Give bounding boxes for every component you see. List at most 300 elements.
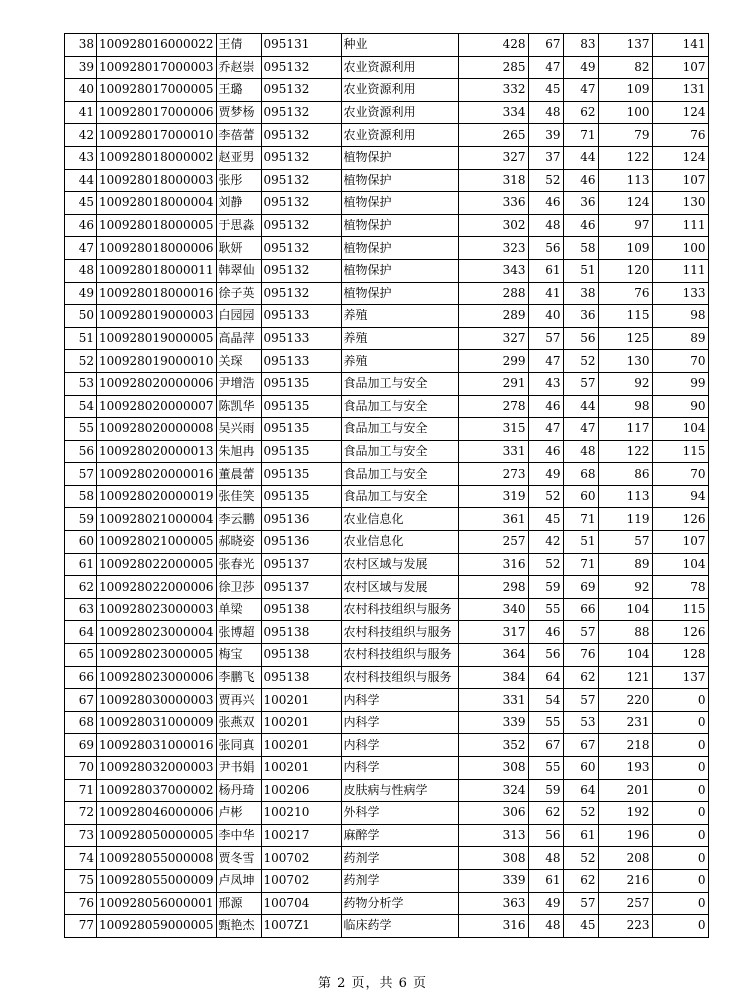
foreign-language-score-cell: 62	[563, 869, 598, 892]
foreign-language-score-cell: 61	[563, 824, 598, 847]
row-number-cell: 54	[65, 395, 97, 418]
table-row	[65, 214, 709, 237]
foreign-language-score-cell: 71	[563, 124, 598, 147]
exam-id-cell: 100928055000008	[97, 847, 217, 870]
politics-score-cell: 64	[528, 666, 563, 689]
politics-score-cell: 45	[528, 508, 563, 531]
subject-1-score-cell: 216	[598, 869, 652, 892]
row-number-cell: 66	[65, 666, 97, 689]
major-code-cell: 095132	[261, 192, 341, 215]
exam-id-cell: 100928018000006	[97, 237, 217, 260]
total-score-cell: 428	[458, 34, 528, 57]
subject-2-score-cell: 115	[652, 598, 708, 621]
row-number-cell: 42	[65, 124, 97, 147]
major-code-cell: 095137	[261, 576, 341, 599]
total-score-cell: 299	[458, 350, 528, 373]
table-row	[65, 327, 709, 350]
major-code-cell: 095135	[261, 463, 341, 486]
politics-score-cell: 47	[528, 418, 563, 441]
major-code-cell: 095132	[261, 169, 341, 192]
major-name-cell: 养殖	[341, 305, 458, 328]
subject-2-score-cell: 107	[652, 169, 708, 192]
politics-score-cell: 46	[528, 440, 563, 463]
subject-1-score-cell: 109	[598, 237, 652, 260]
table-row	[65, 779, 709, 802]
foreign-language-score-cell: 69	[563, 576, 598, 599]
table-row	[65, 869, 709, 892]
foreign-language-score-cell: 83	[563, 34, 598, 57]
student-name-cell: 甄艳杰	[216, 915, 261, 938]
table-row	[65, 124, 709, 147]
subject-2-score-cell: 78	[652, 576, 708, 599]
major-code-cell: 100201	[261, 711, 341, 734]
exam-id-cell: 100928031000016	[97, 734, 217, 757]
row-number-cell: 60	[65, 531, 97, 554]
table-row	[65, 282, 709, 305]
row-number-cell: 41	[65, 101, 97, 124]
major-name-cell: 农业信息化	[341, 508, 458, 531]
total-score-cell: 289	[458, 305, 528, 328]
exam-id-cell: 100928018000002	[97, 146, 217, 169]
table-row	[65, 644, 709, 667]
total-score-cell: 316	[458, 553, 528, 576]
major-code-cell: 100201	[261, 757, 341, 780]
subject-2-score-cell: 90	[652, 395, 708, 418]
foreign-language-score-cell: 57	[563, 372, 598, 395]
table-row	[65, 418, 709, 441]
exam-id-cell: 100928023000004	[97, 621, 217, 644]
politics-score-cell: 55	[528, 757, 563, 780]
foreign-language-score-cell: 38	[563, 282, 598, 305]
row-number-cell: 70	[65, 757, 97, 780]
table-row	[65, 192, 709, 215]
row-number-cell: 74	[65, 847, 97, 870]
major-code-cell: 095133	[261, 305, 341, 328]
student-name-cell: 于思淼	[216, 214, 261, 237]
foreign-language-score-cell: 57	[563, 621, 598, 644]
subject-2-score-cell: 0	[652, 892, 708, 915]
major-name-cell: 植物保护	[341, 282, 458, 305]
subject-1-score-cell: 100	[598, 101, 652, 124]
row-number-cell: 56	[65, 440, 97, 463]
foreign-language-score-cell: 71	[563, 508, 598, 531]
subject-2-score-cell: 0	[652, 824, 708, 847]
foreign-language-score-cell: 57	[563, 689, 598, 712]
total-score-cell: 334	[458, 101, 528, 124]
total-score-cell: 352	[458, 734, 528, 757]
total-score-cell: 339	[458, 711, 528, 734]
exam-id-cell: 100928017000006	[97, 101, 217, 124]
student-name-cell: 刘静	[216, 192, 261, 215]
student-name-cell: 韩翠仙	[216, 259, 261, 282]
politics-score-cell: 59	[528, 779, 563, 802]
row-number-cell: 57	[65, 463, 97, 486]
student-name-cell: 尹书娟	[216, 757, 261, 780]
exam-id-cell: 100928022000006	[97, 576, 217, 599]
total-score-cell: 308	[458, 847, 528, 870]
row-number-cell: 51	[65, 327, 97, 350]
row-number-cell: 52	[65, 350, 97, 373]
total-score-cell: 336	[458, 192, 528, 215]
table-row	[65, 711, 709, 734]
exam-id-cell: 100928020000019	[97, 485, 217, 508]
subject-2-score-cell: 104	[652, 553, 708, 576]
subject-1-score-cell: 192	[598, 802, 652, 825]
major-name-cell: 药剂学	[341, 869, 458, 892]
major-name-cell: 农业资源利用	[341, 101, 458, 124]
major-name-cell: 内科学	[341, 689, 458, 712]
subject-2-score-cell: 111	[652, 259, 708, 282]
subject-1-score-cell: 113	[598, 485, 652, 508]
foreign-language-score-cell: 56	[563, 327, 598, 350]
total-score-cell: 327	[458, 327, 528, 350]
major-code-cell: 100702	[261, 847, 341, 870]
major-code-cell: 095132	[261, 101, 341, 124]
student-name-cell: 董晨蕾	[216, 463, 261, 486]
subject-1-score-cell: 208	[598, 847, 652, 870]
table-row	[65, 79, 709, 102]
politics-score-cell: 52	[528, 169, 563, 192]
table-row	[65, 508, 709, 531]
subject-1-score-cell: 231	[598, 711, 652, 734]
table-row	[65, 350, 709, 373]
table-row	[65, 824, 709, 847]
foreign-language-score-cell: 67	[563, 734, 598, 757]
major-code-cell: 095133	[261, 350, 341, 373]
major-code-cell: 095138	[261, 598, 341, 621]
student-name-cell: 卢凤坤	[216, 869, 261, 892]
major-name-cell: 种业	[341, 34, 458, 57]
total-score-cell: 339	[458, 869, 528, 892]
subject-2-score-cell: 130	[652, 192, 708, 215]
table-row	[65, 237, 709, 260]
student-name-cell: 张博超	[216, 621, 261, 644]
student-name-cell: 张同真	[216, 734, 261, 757]
major-code-cell: 1007Z1	[261, 915, 341, 938]
row-number-cell: 53	[65, 372, 97, 395]
politics-score-cell: 56	[528, 237, 563, 260]
row-number-cell: 65	[65, 644, 97, 667]
politics-score-cell: 54	[528, 689, 563, 712]
row-number-cell: 69	[65, 734, 97, 757]
major-code-cell: 095138	[261, 621, 341, 644]
total-score-cell: 324	[458, 779, 528, 802]
exam-id-cell: 100928019000003	[97, 305, 217, 328]
subject-2-score-cell: 107	[652, 531, 708, 554]
row-number-cell: 71	[65, 779, 97, 802]
major-name-cell: 食品加工与安全	[341, 418, 458, 441]
subject-2-score-cell: 89	[652, 327, 708, 350]
subject-1-score-cell: 196	[598, 824, 652, 847]
major-code-cell: 095136	[261, 531, 341, 554]
politics-score-cell: 39	[528, 124, 563, 147]
student-name-cell: 朱旭冉	[216, 440, 261, 463]
exam-id-cell: 100928016000022	[97, 34, 217, 57]
row-number-cell: 55	[65, 418, 97, 441]
major-name-cell: 植物保护	[341, 146, 458, 169]
total-score-cell: 318	[458, 169, 528, 192]
major-code-cell: 095132	[261, 79, 341, 102]
table-row	[65, 56, 709, 79]
major-code-cell: 095132	[261, 282, 341, 305]
row-number-cell: 44	[65, 169, 97, 192]
student-name-cell: 郝晓姿	[216, 531, 261, 554]
subject-2-score-cell: 141	[652, 34, 708, 57]
student-name-cell: 乔赵崇	[216, 56, 261, 79]
total-score-cell: 302	[458, 214, 528, 237]
subject-1-score-cell: 121	[598, 666, 652, 689]
major-name-cell: 皮肤病与性病学	[341, 779, 458, 802]
major-name-cell: 农村科技组织与服务	[341, 598, 458, 621]
major-code-cell: 095132	[261, 56, 341, 79]
foreign-language-score-cell: 45	[563, 915, 598, 938]
student-name-cell: 关琛	[216, 350, 261, 373]
major-code-cell: 095131	[261, 34, 341, 57]
student-name-cell: 张燕双	[216, 711, 261, 734]
major-code-cell: 095138	[261, 666, 341, 689]
subject-2-score-cell: 0	[652, 779, 708, 802]
subject-2-score-cell: 70	[652, 350, 708, 373]
student-name-cell: 李中华	[216, 824, 261, 847]
student-name-cell: 张春光	[216, 553, 261, 576]
exam-id-cell: 100928031000009	[97, 711, 217, 734]
exam-id-cell: 100928023000006	[97, 666, 217, 689]
row-number-cell: 64	[65, 621, 97, 644]
politics-score-cell: 61	[528, 869, 563, 892]
major-name-cell: 植物保护	[341, 192, 458, 215]
total-score-cell: 363	[458, 892, 528, 915]
row-number-cell: 62	[65, 576, 97, 599]
politics-score-cell: 61	[528, 259, 563, 282]
student-name-cell: 陈凯华	[216, 395, 261, 418]
exam-id-cell: 100928017000010	[97, 124, 217, 147]
subject-1-score-cell: 97	[598, 214, 652, 237]
subject-1-score-cell: 220	[598, 689, 652, 712]
major-name-cell: 植物保护	[341, 237, 458, 260]
politics-score-cell: 47	[528, 56, 563, 79]
foreign-language-score-cell: 62	[563, 101, 598, 124]
subject-2-score-cell: 124	[652, 101, 708, 124]
subject-2-score-cell: 0	[652, 802, 708, 825]
politics-score-cell: 43	[528, 372, 563, 395]
table-row	[65, 757, 709, 780]
student-name-cell: 李鹏飞	[216, 666, 261, 689]
politics-score-cell: 55	[528, 711, 563, 734]
total-score-cell: 364	[458, 644, 528, 667]
exam-id-cell: 100928059000005	[97, 915, 217, 938]
foreign-language-score-cell: 60	[563, 485, 598, 508]
exam-id-cell: 100928023000003	[97, 598, 217, 621]
major-name-cell: 食品加工与安全	[341, 372, 458, 395]
row-number-cell: 45	[65, 192, 97, 215]
major-code-cell: 100201	[261, 734, 341, 757]
row-number-cell: 59	[65, 508, 97, 531]
row-number-cell: 63	[65, 598, 97, 621]
table-row	[65, 847, 709, 870]
exam-id-cell: 100928023000005	[97, 644, 217, 667]
score-table	[64, 33, 709, 938]
politics-score-cell: 45	[528, 79, 563, 102]
major-name-cell: 农业信息化	[341, 531, 458, 554]
politics-score-cell: 40	[528, 305, 563, 328]
exam-id-cell: 100928017000003	[97, 56, 217, 79]
student-name-cell: 张彤	[216, 169, 261, 192]
subject-1-score-cell: 193	[598, 757, 652, 780]
major-name-cell: 食品加工与安全	[341, 440, 458, 463]
table-row	[65, 621, 709, 644]
subject-2-score-cell: 137	[652, 666, 708, 689]
major-code-cell: 100206	[261, 779, 341, 802]
table-row	[65, 259, 709, 282]
table-row	[65, 372, 709, 395]
major-code-cell: 095135	[261, 395, 341, 418]
subject-2-score-cell: 0	[652, 915, 708, 938]
total-score-cell: 332	[458, 79, 528, 102]
student-name-cell: 邢源	[216, 892, 261, 915]
politics-score-cell: 67	[528, 734, 563, 757]
major-code-cell: 095132	[261, 214, 341, 237]
exam-id-cell: 100928022000005	[97, 553, 217, 576]
foreign-language-score-cell: 52	[563, 802, 598, 825]
student-name-cell: 尹增浩	[216, 372, 261, 395]
politics-score-cell: 48	[528, 847, 563, 870]
major-name-cell: 植物保护	[341, 259, 458, 282]
major-code-cell: 095132	[261, 237, 341, 260]
subject-2-score-cell: 99	[652, 372, 708, 395]
subject-2-score-cell: 124	[652, 146, 708, 169]
page-footer: 第 2 页，共 6 页	[317, 976, 428, 991]
row-number-cell: 47	[65, 237, 97, 260]
subject-1-score-cell: 76	[598, 282, 652, 305]
major-name-cell: 植物保护	[341, 214, 458, 237]
table-row	[65, 305, 709, 328]
student-name-cell: 贾冬雪	[216, 847, 261, 870]
exam-id-cell: 100928032000003	[97, 757, 217, 780]
student-name-cell: 贾梦杨	[216, 101, 261, 124]
subject-1-score-cell: 113	[598, 169, 652, 192]
total-score-cell: 313	[458, 824, 528, 847]
row-number-cell: 43	[65, 146, 97, 169]
table-row	[65, 915, 709, 938]
politics-score-cell: 67	[528, 34, 563, 57]
subject-2-score-cell: 104	[652, 418, 708, 441]
exam-id-cell: 100928017000005	[97, 79, 217, 102]
major-code-cell: 095137	[261, 553, 341, 576]
foreign-language-score-cell: 44	[563, 395, 598, 418]
major-name-cell: 麻醉学	[341, 824, 458, 847]
exam-id-cell: 100928018000003	[97, 169, 217, 192]
subject-1-score-cell: 218	[598, 734, 652, 757]
row-number-cell: 58	[65, 485, 97, 508]
subject-2-score-cell: 0	[652, 734, 708, 757]
total-score-cell: 288	[458, 282, 528, 305]
major-code-cell: 095135	[261, 485, 341, 508]
student-name-cell: 贾再兴	[216, 689, 261, 712]
subject-1-score-cell: 79	[598, 124, 652, 147]
subject-2-score-cell: 111	[652, 214, 708, 237]
subject-1-score-cell: 257	[598, 892, 652, 915]
total-score-cell: 278	[458, 395, 528, 418]
major-code-cell: 100210	[261, 802, 341, 825]
total-score-cell: 315	[458, 418, 528, 441]
politics-score-cell: 48	[528, 915, 563, 938]
subject-1-score-cell: 223	[598, 915, 652, 938]
total-score-cell: 327	[458, 146, 528, 169]
major-name-cell: 药物分析学	[341, 892, 458, 915]
student-name-cell: 高晶萍	[216, 327, 261, 350]
exam-id-cell: 100928020000016	[97, 463, 217, 486]
major-name-cell: 养殖	[341, 350, 458, 373]
foreign-language-score-cell: 51	[563, 259, 598, 282]
politics-score-cell: 52	[528, 485, 563, 508]
major-name-cell: 食品加工与安全	[341, 485, 458, 508]
row-number-cell: 72	[65, 802, 97, 825]
total-score-cell: 317	[458, 621, 528, 644]
subject-2-score-cell: 107	[652, 56, 708, 79]
row-number-cell: 76	[65, 892, 97, 915]
foreign-language-score-cell: 47	[563, 418, 598, 441]
foreign-language-score-cell: 52	[563, 847, 598, 870]
subject-2-score-cell: 133	[652, 282, 708, 305]
subject-1-score-cell: 98	[598, 395, 652, 418]
subject-1-score-cell: 89	[598, 553, 652, 576]
subject-2-score-cell: 0	[652, 757, 708, 780]
subject-1-score-cell: 82	[598, 56, 652, 79]
row-number-cell: 40	[65, 79, 97, 102]
major-name-cell: 农村科技组织与服务	[341, 644, 458, 667]
table-row	[65, 531, 709, 554]
row-number-cell: 77	[65, 915, 97, 938]
foreign-language-score-cell: 36	[563, 305, 598, 328]
table-row	[65, 666, 709, 689]
foreign-language-score-cell: 52	[563, 350, 598, 373]
student-name-cell: 卢彬	[216, 802, 261, 825]
student-name-cell: 徐子英	[216, 282, 261, 305]
table-row	[65, 395, 709, 418]
table-row	[65, 598, 709, 621]
row-number-cell: 75	[65, 869, 97, 892]
major-name-cell: 食品加工与安全	[341, 395, 458, 418]
student-name-cell: 王璐	[216, 79, 261, 102]
student-name-cell: 李云鹏	[216, 508, 261, 531]
exam-id-cell: 100928021000004	[97, 508, 217, 531]
row-number-cell: 46	[65, 214, 97, 237]
subject-2-score-cell: 0	[652, 869, 708, 892]
foreign-language-score-cell: 44	[563, 146, 598, 169]
politics-score-cell: 47	[528, 350, 563, 373]
exam-id-cell: 100928018000005	[97, 214, 217, 237]
total-score-cell: 361	[458, 508, 528, 531]
table-row	[65, 576, 709, 599]
table-row	[65, 34, 709, 57]
total-score-cell: 319	[458, 485, 528, 508]
table-row	[65, 734, 709, 757]
foreign-language-score-cell: 46	[563, 169, 598, 192]
row-number-cell: 73	[65, 824, 97, 847]
foreign-language-score-cell: 48	[563, 440, 598, 463]
subject-2-score-cell: 126	[652, 621, 708, 644]
total-score-cell: 323	[458, 237, 528, 260]
subject-2-score-cell: 98	[652, 305, 708, 328]
major-name-cell: 食品加工与安全	[341, 463, 458, 486]
major-name-cell: 药剂学	[341, 847, 458, 870]
exam-id-cell: 100928020000008	[97, 418, 217, 441]
row-number-cell: 68	[65, 711, 97, 734]
subject-2-score-cell: 131	[652, 79, 708, 102]
subject-1-score-cell: 92	[598, 372, 652, 395]
table-row	[65, 440, 709, 463]
subject-2-score-cell: 70	[652, 463, 708, 486]
